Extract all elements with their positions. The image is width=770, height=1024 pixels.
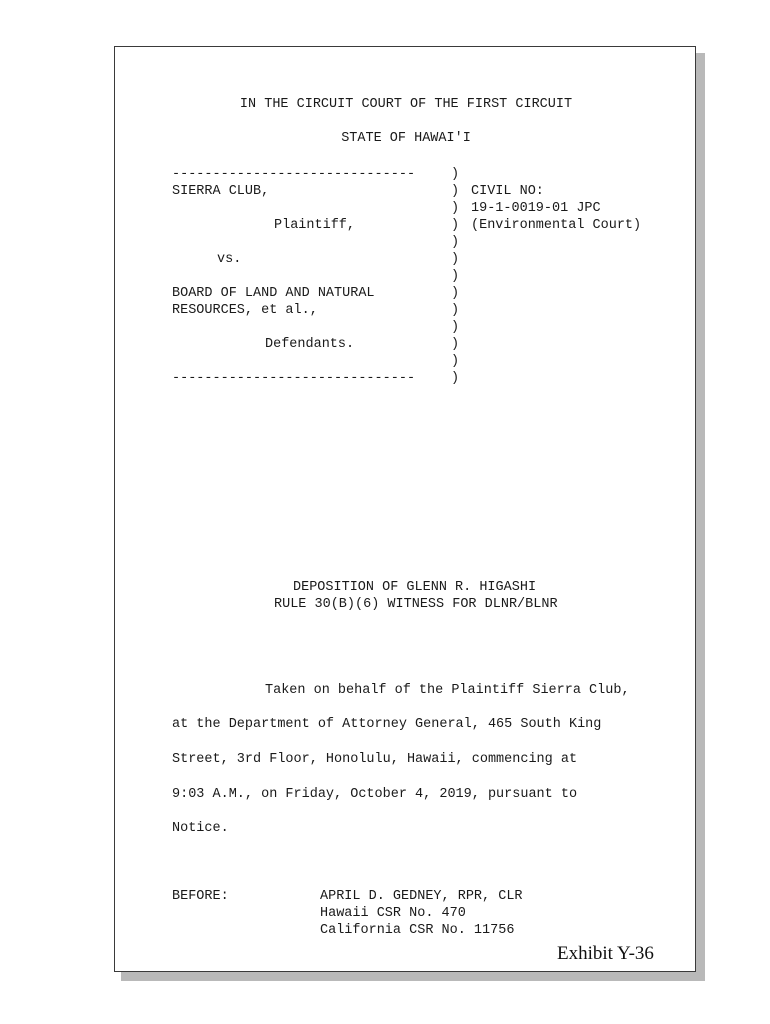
body-line-1: Taken on behalf of the Plaintiff Sierra Club, bbox=[265, 683, 630, 698]
case-number: 19-1-0019-01 JPC bbox=[471, 201, 601, 216]
deposition-title: DEPOSITION OF GLENN R. HIGASHI bbox=[293, 580, 537, 595]
defendant-line-2: RESOURCES, et al., bbox=[172, 303, 318, 318]
defendant-role: Defendants. bbox=[265, 337, 355, 352]
reporter-california-csr: California CSR No. 11756 bbox=[320, 923, 515, 938]
reporter-name: APRIL D. GEDNEY, RPR, CLR bbox=[320, 889, 523, 904]
plaintiff-name: SIERRA CLUB, bbox=[172, 184, 270, 199]
court-state: STATE OF HAWAI'I bbox=[341, 131, 471, 146]
caption-rule-bottom: ------------------------------ bbox=[172, 371, 416, 386]
deposition-subtitle: RULE 30(B)(6) WITNESS FOR DLNR/BLNR bbox=[274, 597, 558, 612]
before-label: BEFORE: bbox=[172, 889, 229, 904]
court-division: (Environmental Court) bbox=[471, 218, 642, 233]
body-line-3: Street, 3rd Floor, Honolulu, Hawaii, commencing at bbox=[172, 752, 578, 767]
versus-text: vs. bbox=[217, 252, 242, 267]
body-line-2: at the Department of Attorney General, 465 South King bbox=[172, 717, 602, 732]
exhibit-label: Exhibit Y-36 bbox=[557, 943, 654, 964]
document-page bbox=[114, 46, 696, 972]
court-name: IN THE CIRCUIT COURT OF THE FIRST CIRCUIT bbox=[239, 97, 573, 112]
body-line-4: 9:03 A.M., on Friday, October 4, 2019, pursuant to bbox=[172, 787, 578, 802]
defendant-line-1: BOARD OF LAND AND NATURAL bbox=[172, 286, 375, 301]
civil-no-label: CIVIL NO: bbox=[471, 184, 544, 199]
reporter-hawaii-csr: Hawaii CSR No. 470 bbox=[320, 906, 466, 921]
plaintiff-role: Plaintiff, bbox=[274, 218, 356, 233]
caption-paren-column: ) ) ) ) ) ) ) ) ) ) ) ) ) bbox=[451, 167, 460, 386]
body-line-5: Notice. bbox=[172, 821, 229, 836]
caption-rule-top: ------------------------------ bbox=[172, 167, 416, 182]
